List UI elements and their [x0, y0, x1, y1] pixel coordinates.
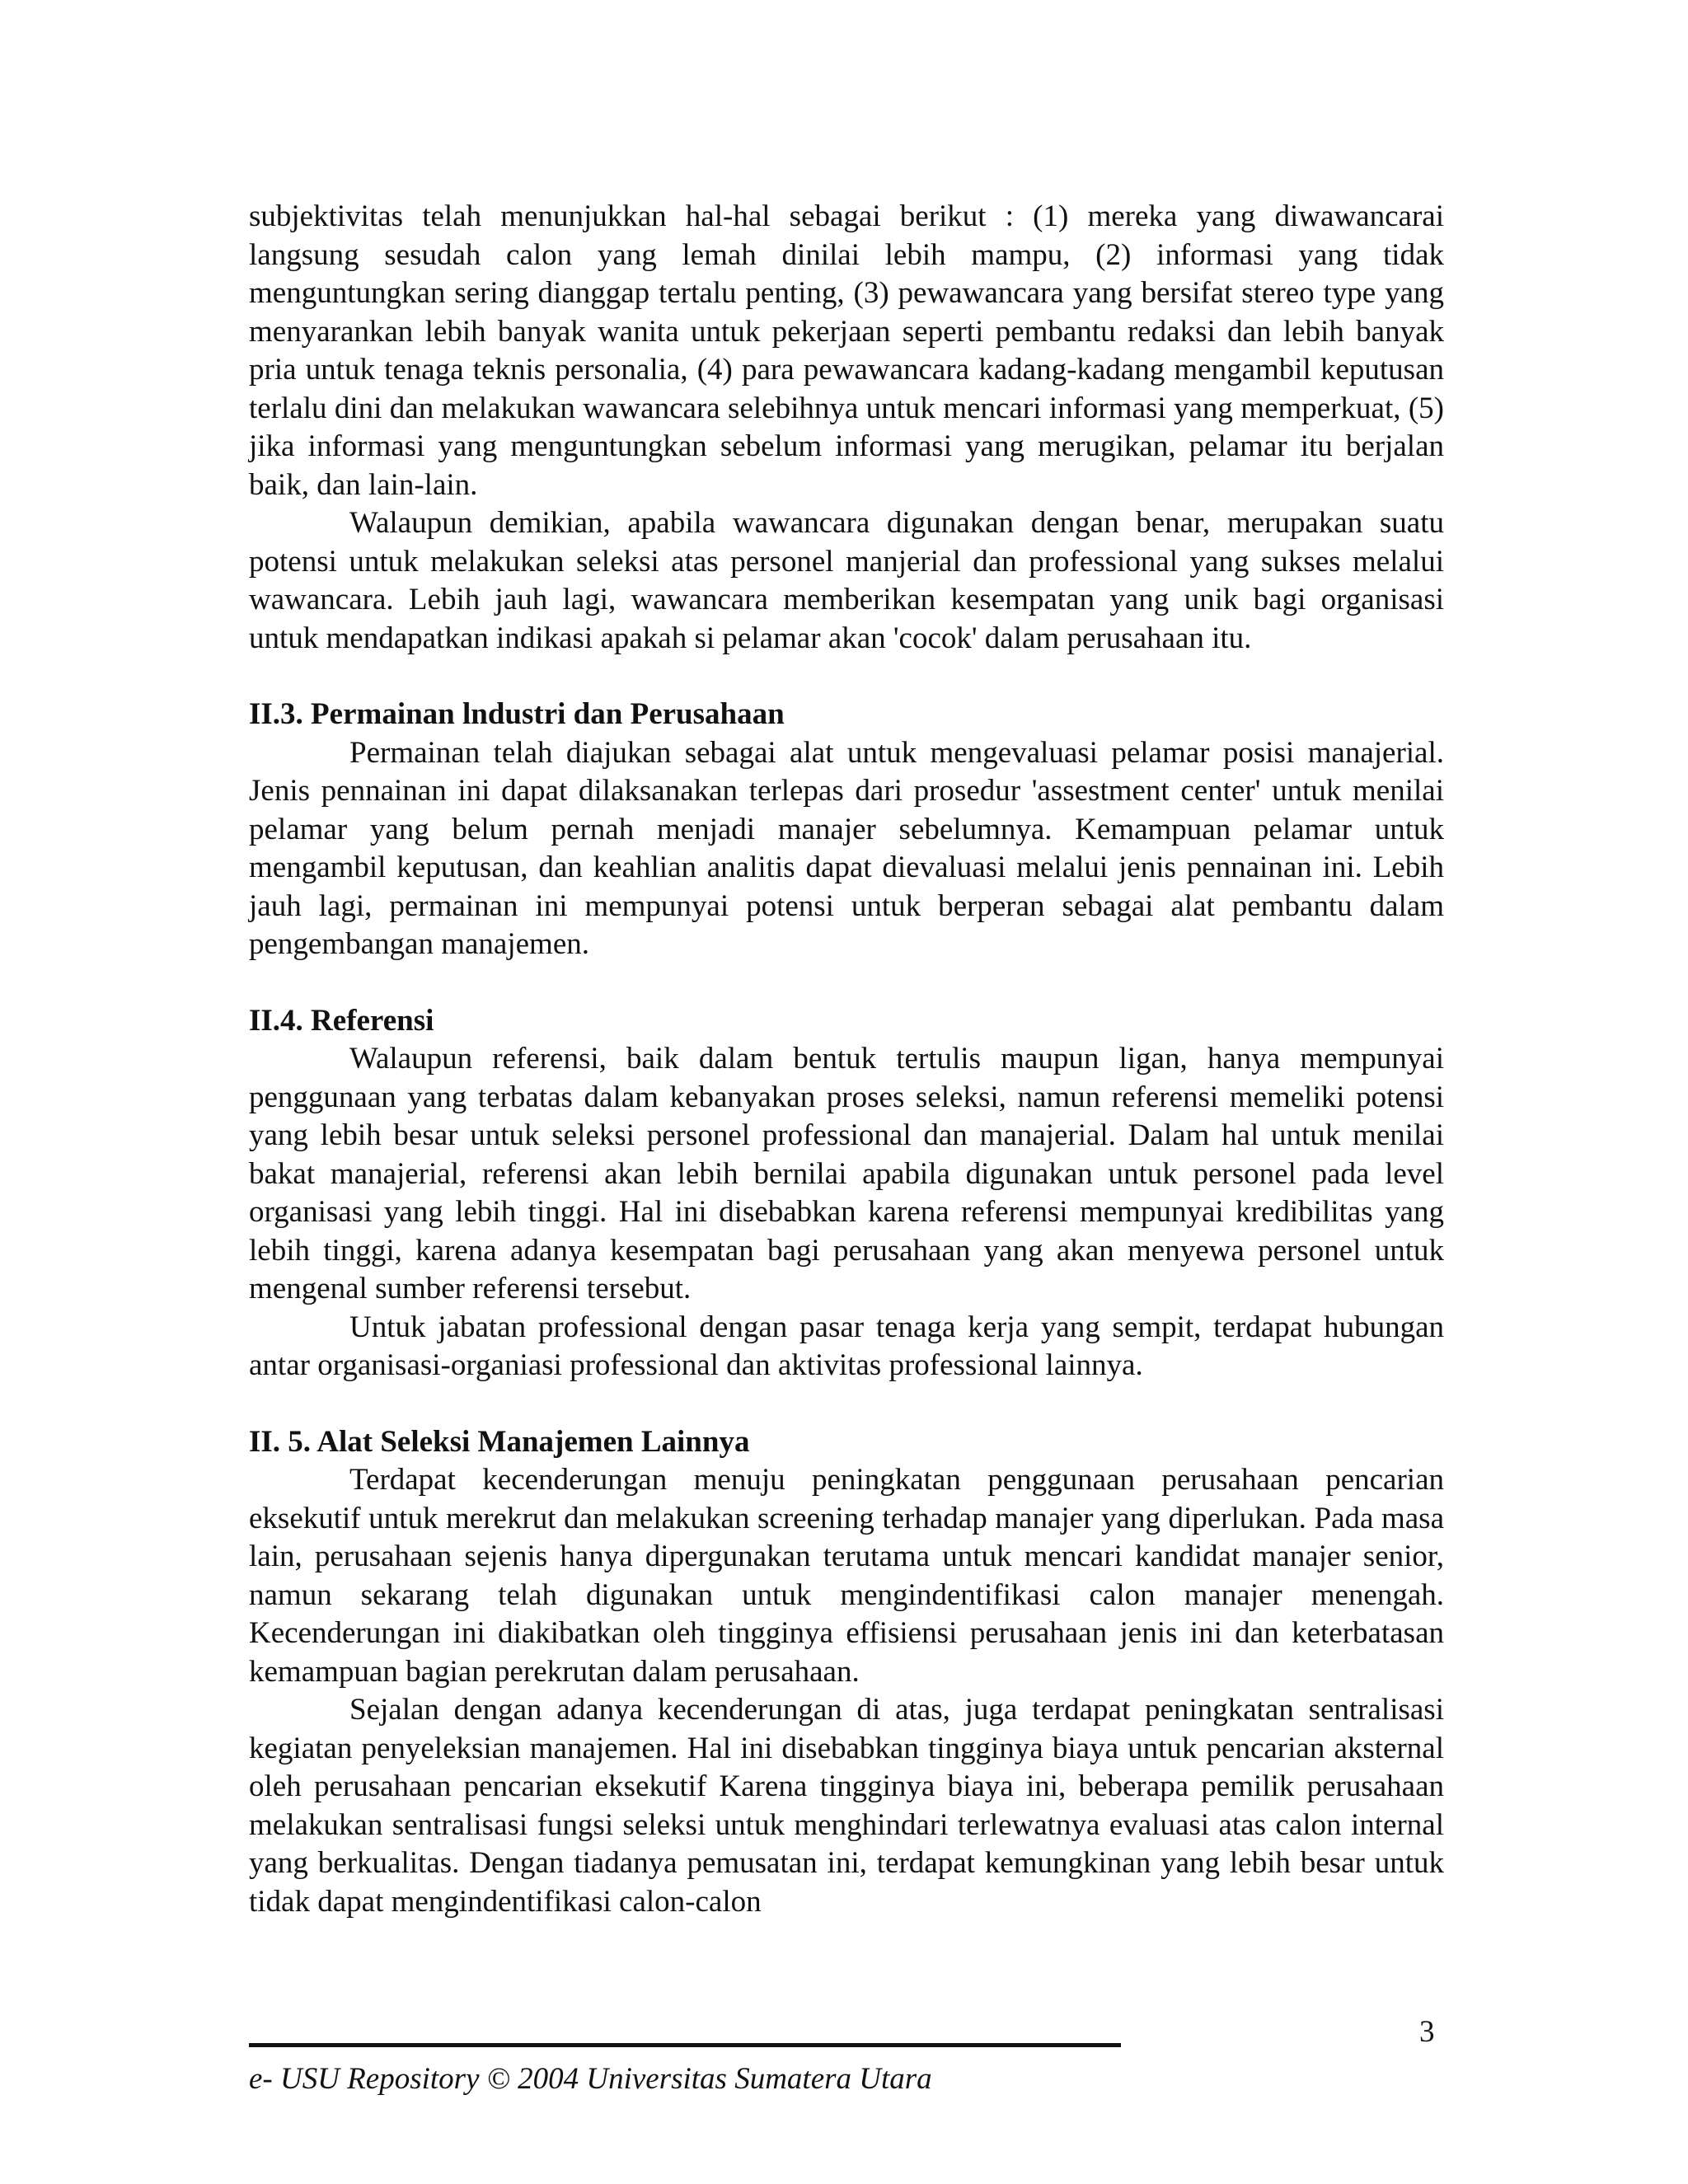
document-body	[249, 198, 1444, 1921]
paragraph-jabatan-professional: Untuk jabatan professional dengan pasar tenaga kerja yang sempit, terdapat hubungan antar organisasi-organiasi professional dan aktivitas professional lainnya.	[249, 1310, 1444, 1382]
footer-repository-note: e- USU Repository © 2004 Universitas Sumatera Utara	[249, 2062, 932, 2096]
section-heading-referensi: II.4. Referensi	[249, 1003, 434, 1038]
paragraph-kecenderungan: Terdapat kecenderungan menuju peningkatan penggunaan perusahaan pencarian eksekutif untuk merekrut dan melakukan screening terhadap manajer yang diperlukan. Pada masa lain, perusahaan sejenis hanya dipergunakan terutama untuk mencari kandidat manajer senior, namun sekarang telah digunakan untuk mengindentifikasi calon manajer menengah. Kecenderungan ini diakibatkan oleh tingginya effisiensi perusahaan jenis ini dan keterbatasan kemampuan bagian perekrutan dalam perusahaan.	[249, 1463, 1444, 1689]
paragraph-referensi: Walaupun referensi, baik dalam bentuk tertulis maupun ligan, hanya mempunyai penggunaan yang terbatas dalam kebanyakan proses seleksi, namun referensi memeliki potensi yang lebih besar untuk seleksi personel professional dan manajerial. Dalam hal untuk menilai bakat manajerial, referensi akan lebih bernilai apabila digunakan untuk personel pada level organisasi yang lebih tinggi. Hal ini disebabkan karena referensi mempunyai kredibilitas yang lebih tinggi, karena adanya kesempatan bagi perusahaan yang akan menyewa personel untuk mengenal sumber referensi tersebut.	[249, 1042, 1444, 1305]
section-heading-alat-seleksi: II. 5. Alat Seleksi Manajemen Lainnya	[249, 1424, 750, 1459]
footer-divider	[249, 2043, 1121, 2047]
paragraph-walaupun-demikian: Walaupun demikian, apabila wawancara digunakan dengan benar, merupakan suatu potensi untuk melakukan seleksi atas personel manjerial dan professional yang sukses melalui wawancara. Lebih jauh lagi, wawancara memberikan kesempatan yang unik bagi organisasi untuk mendapatkan indikasi apakah si pelamar akan 'cocok' dalam perusahaan itu.	[249, 506, 1444, 655]
paragraph-permainan: Permainan telah diajukan sebagai alat untuk mengevaluasi pelamar posisi manajerial. Jenis pennainan ini dapat dilaksanakan terlepas dari prosedur 'assestment center' untuk menilai pelamar yang belum pernah menjadi manajer sebelumnya. Kemampuan pelamar untuk mengambil keputusan, dan keahlian analitis dapat dievaluasi melalui jenis pennainan ini. Lebih jauh lagi, permainan ini mempunyai potensi untuk berperan sebagai alat pembantu dalam pengembangan manajemen.	[249, 735, 1444, 961]
paragraph-subjektivitas: subjektivitas telah menunjukkan hal-hal sebagai berikut : (1) mereka yang diwawancarai langsung sesudah calon yang lemah dinilai lebih mampu, (2) informasi yang tidak menguntungkan sering dianggap tertalu penting, (3) pewawancara yang bersifat stereo type yang menyarankan lebih banyak wanita untuk pekerjaan seperti pembantu redaksi dan lebih banyak pria untuk tenaga teknis personalia, (4) para pewawancara kadang-kadang mengambil keputusan terlalu dini dan melakukan wawancara selebihnya untuk mencari informasi yang memperkuat, (5) jika informasi yang menguntungkan sebelum informasi yang merugikan, pelamar itu berjalan baik, dan lain-lain.	[249, 199, 1444, 502]
page-number: 3	[1419, 2015, 1435, 2049]
section-heading-permainan: II.3. Permainan lndustri dan Perusahaan	[249, 697, 785, 731]
paragraph-sentralisasi: Sejalan dengan adanya kecenderungan di atas, juga terdapat peningkatan sentralisasi kegiatan penyeleksian manajemen. Hal ini disebabkan tingginya biaya untuk pencarian aksternal oleh perusahaan pencarian eksekutif Karena tingginya biaya ini, beberapa pemilik perusahaan melakukan sentralisasi fungsi seleksi untuk menghindari terlewatnya evaluasi atas calon internal yang berkualitas. Dengan tiadanya pemusatan ini, terdapat kemungkinan yang lebih besar untuk tidak dapat mengindentifikasi calon-calon	[249, 1693, 1444, 1919]
